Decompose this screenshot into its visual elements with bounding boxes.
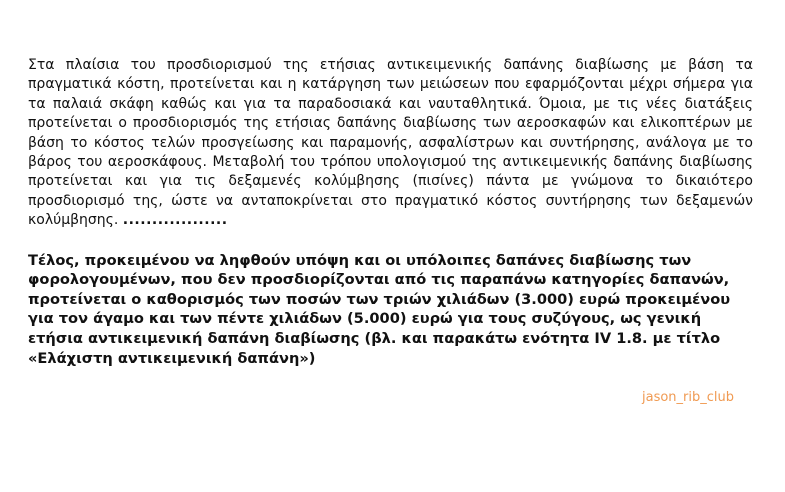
- paragraph-1-text: Στα πλαίσια του προσδιορισμού της ετήσιας αντικειμενικής δαπάνης διαβίωσης με βάση τα πραγματικά κόστη, προτείνεται και η κατάργηση των μειώσεων που εφαρμόζονται μέχρι σήμερα για τα παλαιά σκάφη καθώς και για τα παραδοσιακά και ναυταθλητικά. Όμοια, με τις νέες διατάξεις προτείνεται ο προσδιορισμός της ετήσιας δαπάνης διαβίωσης των αεροσκαφών και ελικοπτέρων με βάση το κόστος τελών προσγείωσης και παραμονής, ασφαλίστρων και συντήρησης, ανάλογα με το βάρος του αεροσκάφους. Μεταβολή του τρόπου υπολογισμού της αντικειμενικής δαπάνης διαβίωσης προτείνεται και για τις δεξαμενές κολύμβησης (πισίνες) πάντα με γνώμονα το δικαιότερο προσδιορισμό της, ώστε να ανταποκρίνεται στο πραγματικό κόστος συντήρησης των δεξαμενών κολύμβησης.: [28, 57, 753, 229]
- document-body: [28, 56, 753, 368]
- paragraph-1-ellipsis: ..................: [122, 212, 228, 229]
- watermark-text: jason_rib_club: [642, 390, 735, 405]
- paragraph-regular: [28, 56, 753, 231]
- paragraph-bold: Τέλος, προκειμένου να ληφθούν υπόψη και οι υπόλοιπες δαπάνες διαβίωσης των φορολογουμένων, που δεν προσδιορίζονται από τις παραπάνω κατηγορίες δαπανών, προτείνεται ο καθορισμός των ποσών των τριών χιλιάδων (3.000) ευρώ προκειμένου για τον άγαμο και των πέντε χιλιάδων (5.000) ευρώ για τους συζύγους, ως γενική ετήσια αντικειμενική δαπάνη διαβίωσης (βλ. και παρακάτω ενότητα IV 1.8. με τίτλο «Ελάχιστη αντικειμενική δαπάνη»): [28, 251, 731, 367]
